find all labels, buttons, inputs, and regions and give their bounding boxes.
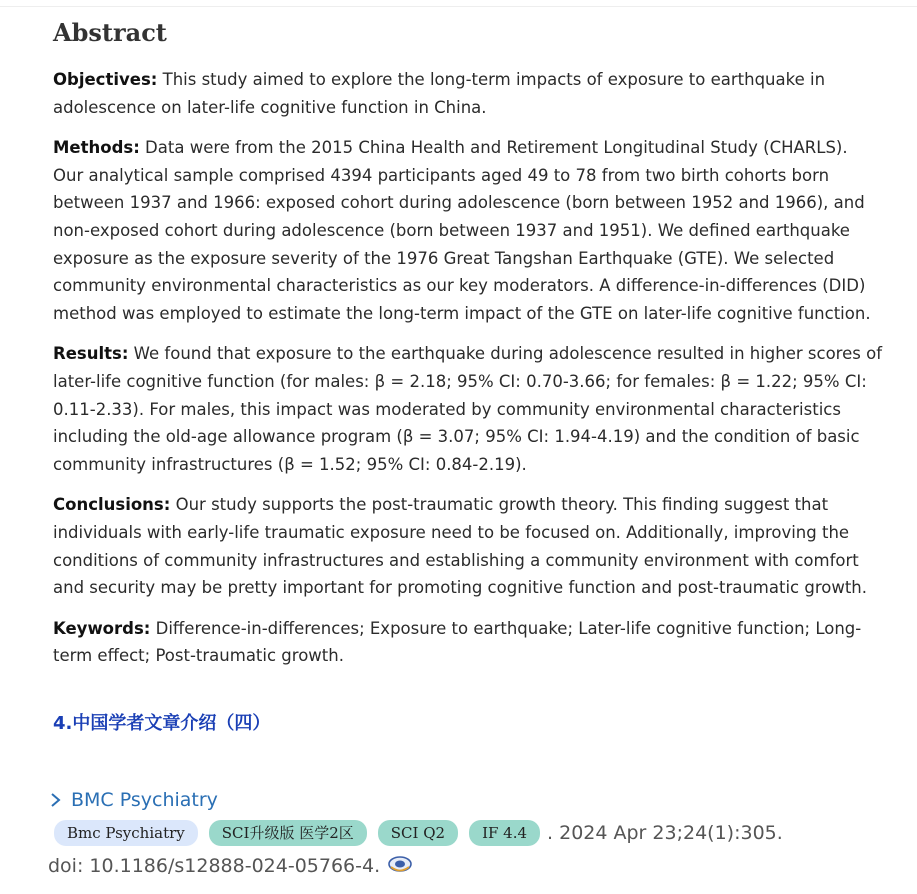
journal-link-row[interactable] — [50, 789, 218, 811]
methods-text: Data were from the 2015 China Health and Retirement Longitudinal Study (CHARLS). Our analytical sample comprised 4394 participants aged 49 to 78 from two birth cohorts born between 1937 and 1966: exposed cohort during adolescence (born between 1952 and 1966), and non-exposed cohort during adolescence (born between 1937 and 1951). We defined earthquake exposure as the exposure severity of the 1976 Great Tangshan Earthquake (GTE). We selected community environmental characteristics as our key moderators. A difference-in-differences (DID) method was employed to estimate the long-term impact of the GTE on later-life cognitive function. — [53, 138, 871, 323]
journal-tags-row — [54, 820, 783, 846]
doi-row — [48, 855, 414, 877]
section-heading: 4.中国学者文章介绍（四） — [53, 713, 271, 734]
top-divider — [0, 6, 917, 7]
chevron-right-icon — [50, 792, 62, 808]
results-label: Results: — [53, 344, 129, 364]
eye-lens-icon[interactable] — [386, 852, 414, 874]
abstract-title: Abstract — [53, 18, 167, 47]
results-paragraph — [53, 340, 883, 478]
impact-factor-tag: IF 4.4 — [469, 820, 540, 846]
objectives-paragraph — [53, 66, 883, 121]
journal-name-link[interactable]: BMC Psychiatry — [71, 789, 218, 811]
ranking-tag: SCI升级版 医学2区 — [209, 820, 367, 846]
abstract-section — [53, 18, 883, 683]
objectives-label: Objectives: — [53, 70, 158, 89]
conclusions-text: Our study supports the post-traumatic growth theory. This finding suggest that individuals with early-life traumatic exposure need to be focused on. Additionally, improving the conditions of community infrastructures and establishing a community environment with comfort and security may be pretty important for promoting cognitive function and post-traumatic growth. — [53, 495, 868, 598]
quartile-tag: SCI Q2 — [378, 820, 458, 846]
methods-label: Methods: — [53, 138, 140, 158]
methods-paragraph — [53, 134, 883, 327]
keywords-label: Keywords: — [53, 618, 151, 638]
keywords-paragraph — [53, 615, 883, 670]
citation-text: . 2024 Apr 23;24(1):305. — [547, 822, 783, 844]
objectives-text: This study aimed to explore the long-term impacts of exposure to earthquake in adolescence on later-life cognitive function in China. — [53, 70, 826, 117]
keywords-text: Difference-in-differences; Exposure to earthquake; Later-life cognitive function; Long-term effect; Post-traumatic growth. — [53, 618, 862, 666]
conclusions-label: Conclusions: — [53, 495, 171, 515]
doi-text: doi: 10.1186/s12888-024-05766-4. — [48, 855, 381, 877]
conclusions-paragraph — [53, 491, 883, 601]
journal-tag: Bmc Psychiatry — [54, 820, 198, 846]
results-text: We found that exposure to the earthquake during adolescence resulted in higher scores of later-life cognitive function (for males: β = 2.18; 95% CI: 0.70-3.66; for females: β = 1.22; 95% CI: 0.11-2.33). For males, this impact was moderated by community environmental characteristics including the old-age allowance program (β = 3.07; 95% CI: 1.94-4.19) and the condition of basic community infrastructures (β = 1.52; 95% CI: 0.84-2.19). — [53, 344, 882, 474]
